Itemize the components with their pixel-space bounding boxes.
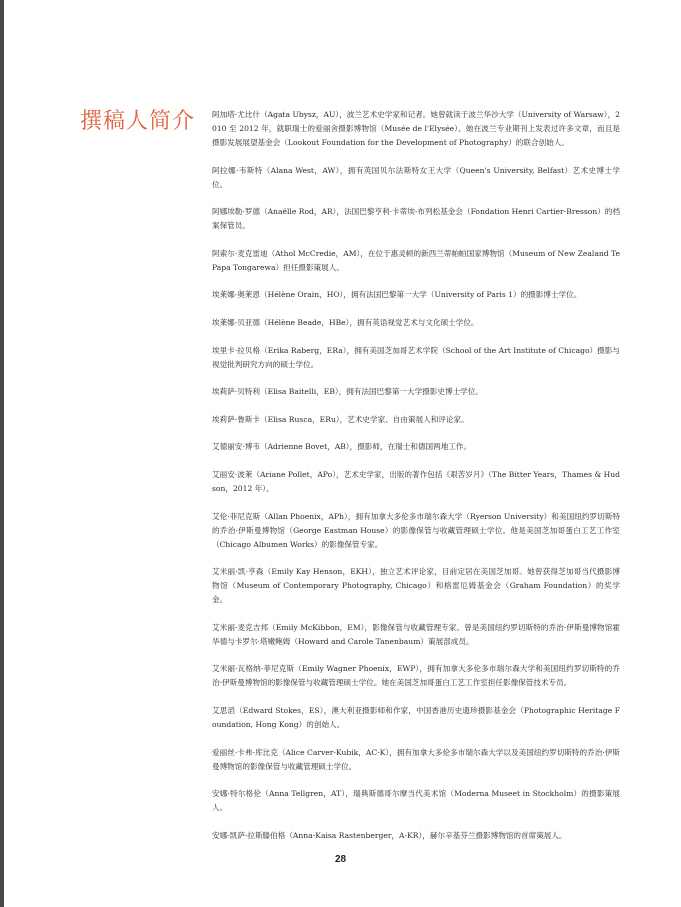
contributor-bio: 艾思滔（Edward Stokes，ES），澳大利亚摄影师和作家，中国香港历史遗珍摄影基金会（Photographic Heritage Foundation, Hong Kong）的创始人。 (212, 705, 620, 729)
contributor-bio: 艾米丽·麦克吉邦（Emily McKibbon，EM），影像保管与收藏管理专家。曾是美国纽约罗切斯特的乔治·伊斯曼博物馆霍华德与卡罗尔·塔嫩鲍姆（Howard and Carole Tanenbaum）策展部成员。 (212, 622, 620, 646)
contributor-bio: 艾米丽·瓦格纳·菲尼克斯（Emily Wagner Phoenix，EWP），拥有加拿大多伦多市瑞尔森大学和美国纽约罗切斯特的乔治·伊斯曼博物馆的影像保管与收藏管理硕士学位。她在美国芝加哥蛋白工艺工作室担任影像保管技术专员。 (212, 664, 620, 688)
contributor-bio: 艾米丽·凯·亨森（Emily Kay Henson，EKH），独立艺术评论家，目前定居在美国芝加哥。她曾获得芝加哥当代摄影博物馆（Museum of Contemporary Photography, Chicago）和格雷厄姆基金会（Graham Foundation）的奖学金。 (212, 567, 620, 605)
contributor-bio: 埃里卡·拉贝格（Erika Raberg，ERa），拥有美国芝加哥艺术学院（School of the Art Institute of Chicago）摄影与视觉批判研究方向的硕士学位。 (212, 345, 620, 369)
contributor-bio: 阿拉娜·韦斯特（Alana West，AW），拥有英国贝尔法斯特女王大学（Queen's University, Belfast）艺术史博士学位。 (212, 165, 620, 189)
page-edge (0, 0, 4, 907)
contributor-bio: 阿加塔·尤比什（Agata Ubysz，AU），波兰艺术史学家和记者。她曾就读于波兰华沙大学（University of Warsaw），2010 至 2012 年，就职瑞士的爱丽舍摄影博物馆（Musée de l'Elysée）。她在波兰专业期刊上发表过许多文章，而且是摄影发展展望基金会（Lookout Foundation for the Development of Photography）的联合创始人。 (212, 110, 620, 147)
contributor-bio: 埃莱娜·奥莱恩（Hélène Orain，HO），拥有法国巴黎第一大学（University of Paris 1）的摄影博士学位。 (212, 290, 582, 300)
contributor-bio: 安娜-凯萨·拉斯滕伯格（Anna-Kaisa Rastenberger，A-KR），赫尔辛基芬兰摄影博物馆的首席策展人。 (212, 830, 567, 840)
contributor-bio: 艾丽安·波莱（Ariane Pollet，APo），艺术史学家，出版的著作包括《艰苦岁月》（The Bitter Years，Thames & Hudson，2012 年）。 (212, 469, 620, 493)
contributor-bio: 爱丽丝·卡弗-库比克（Alice Carver-Kubik，AC-K），拥有加拿大多伦多市瑞尔森大学以及美国纽约罗切斯特的乔治·伊斯曼博物馆的影像保管与收藏管理硕士学位。 (212, 747, 620, 771)
page-number: 28 (334, 854, 347, 865)
section-title: 撰稿人简介 (80, 109, 196, 134)
contributor-bio: 艾德丽安·博韦（Adrienne Bovet，AB），摄影师，在瑞士和德国两地工作。 (212, 442, 472, 452)
contributor-bio: 阿索尔·麦克雷迪（Athol McCredie，AM），在位于惠灵顿的新西兰蒂帕帕国家博物馆（Museum of New Zealand Te Papa Tongarewa）担任摄影策展人。 (212, 248, 620, 272)
contributor-list (212, 108, 620, 856)
contributor-bio: 艾伦·菲尼克斯（Allan Phoenix，APh），拥有加拿大多伦多市瑞尔森大学（Ryerson University）和美国纽约罗切斯特的乔治·伊斯曼博物馆（George Eastman House）的影像保管与收藏管理硕士学位。他是美国芝加哥蛋白工艺工作室（Chicago Albumen Works）的影像保管专家。 (212, 511, 620, 549)
contributor-bio: 阿娜埃勒·罗德（Anaëlle Rod，AR），法国巴黎亨利·卡蒂埃-布列松基金会（Fondation Henri Cartier-Bresson）的档案保管员。 (212, 207, 620, 231)
contributor-bio: 埃莉萨·贝特利（Elisa Baitelli，EB），拥有法国巴黎第一大学摄影史博士学位。 (212, 387, 483, 397)
contributor-bio: 埃莉萨·鲁斯卡（Elisa Rusca，ERu），艺术史学家、自由策展人和评论家。 (212, 414, 469, 424)
contributor-bio: 安娜·特尔格伦（Anna Tellgren，AT），瑞典斯德哥尔摩当代美术馆（Moderna Museet in Stockholm）的摄影策展人。 (212, 789, 620, 813)
contributor-bio: 埃莱娜·贝亚德（Hélène Beade，HBe），拥有英语视觉艺术与文化硕士学位。 (212, 317, 479, 327)
